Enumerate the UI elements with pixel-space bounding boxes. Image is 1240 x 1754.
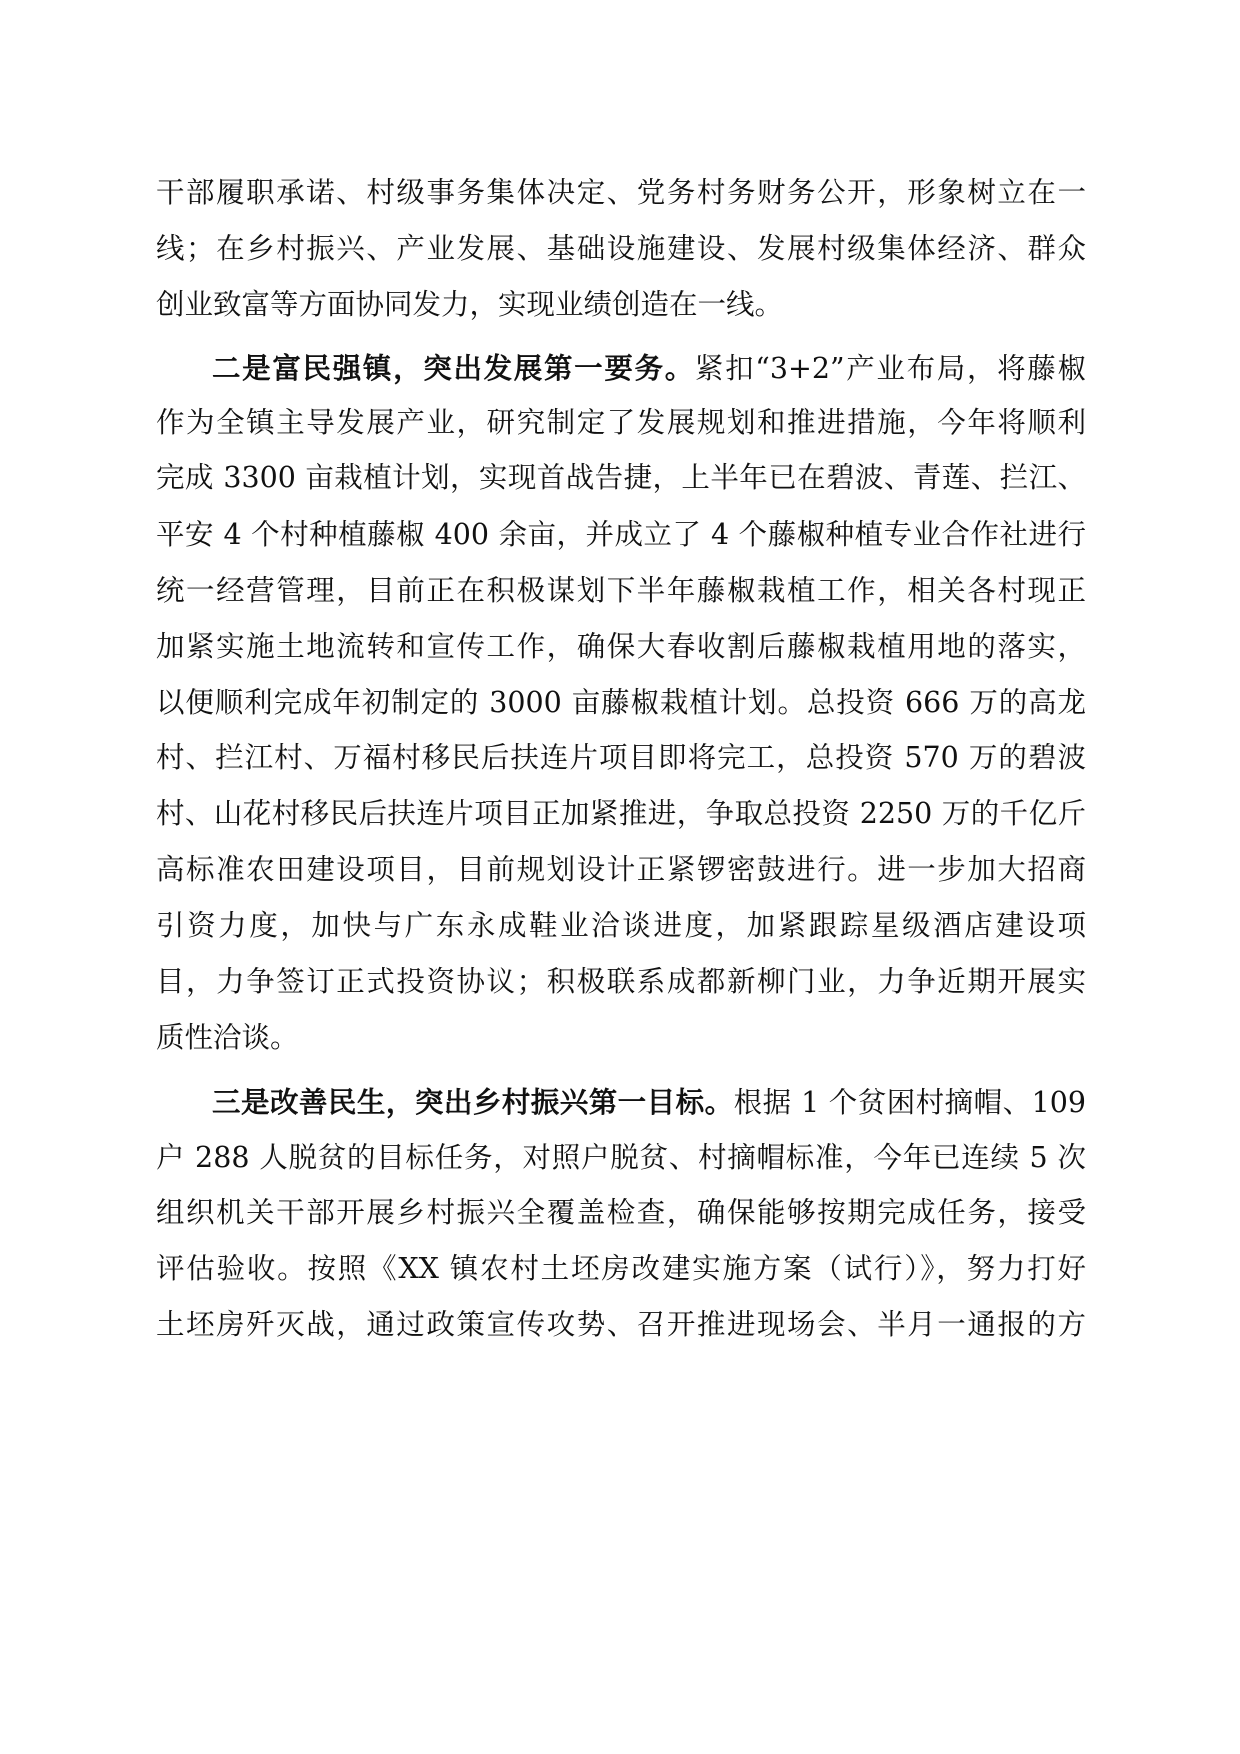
paragraph-2-line-6: 加紧实施土地流转和宣传工作，确保大春收割后藤椒栽植用地的落实， (156, 630, 1086, 663)
paragraph-2-line-7: 以便顺利完成年初制定的 3000 亩藤椒栽植计划。总投资 666 万的高龙 (156, 686, 1086, 719)
paragraph-1-line-1: 干部履职承诺、村级事务集体决定、党务村务财务公开，形象树立在一 (156, 176, 1086, 209)
paragraph-3-lead: 三是改善民生，突出乡村振兴第一目标。 (212, 1085, 734, 1119)
paragraph-2-line-3: 完成 3300 亩栽植计划，实现首战告捷，上半年已在碧波、青莲、拦江、 (156, 461, 1086, 494)
paragraph-3-first-line-text: 根据 1 个贫困村摘帽、109 (733, 1086, 1086, 1119)
paragraph-2-line-1 (212, 338, 1086, 398)
paragraph-3-line-4: 评估验收。按照《XX 镇农村土坯房改建实施方案（试行）》，努力打好 (156, 1252, 1086, 1285)
paragraph-2-line-11: 引资力度，加快与广东永成鞋业洽谈进度，加紧跟踪星级酒店建设项 (156, 909, 1086, 942)
paragraph-3-line-5: 土坯房歼灭战，通过政策宣传攻势、召开推进现场会、半月一通报的方 (156, 1308, 1086, 1341)
paragraph-3-line-1 (212, 1072, 1086, 1132)
paragraph-3-line-2: 户 288 人脱贫的目标任务，对照户脱贫、村摘帽标准，今年已连续 5 次 (156, 1141, 1086, 1174)
paragraph-2-first-line-text: 紧扣“3+2”产业布局，将藤椒 (694, 352, 1086, 385)
paragraph-2-line-9: 村、山花村移民后扶连片项目正加紧推进，争取总投资 2250 万的千亿斤 (156, 797, 1086, 830)
paragraph-2-line-2: 作为全镇主导发展产业，研究制定了发展规划和推进措施，今年将顺利 (156, 406, 1086, 439)
paragraph-1-line-2: 线；在乡村振兴、产业发展、基础设施建设、发展村级集体经济、群众 (156, 232, 1086, 265)
paragraph-2-line-13: 质性洽谈。 (156, 1021, 299, 1054)
paragraph-2-line-10: 高标准农田建设项目，目前规划设计正紧锣密鼓进行。进一步加大招商 (156, 853, 1086, 886)
paragraph-2-line-12: 目，力争签订正式投资协议；积极联系成都新柳门业，力争近期开展实 (156, 965, 1086, 998)
paragraph-2-lead: 二是富民强镇，突出发展第一要务。 (212, 351, 695, 385)
paragraph-1-line-3: 创业致富等方面协同发力，实现业绩创造在一线。 (156, 288, 784, 321)
paragraph-2-line-4: 平安 4 个村种植藤椒 400 余亩，并成立了 4 个藤椒种植专业合作社进行 (156, 518, 1086, 551)
paragraph-2-line-5: 统一经营管理，目前正在积极谋划下半年藤椒栽植工作，相关各村现正 (156, 574, 1086, 607)
paragraph-2-line-8: 村、拦江村、万福村移民后扶连片项目即将完工，总投资 570 万的碧波 (156, 741, 1086, 774)
paragraph-3-line-3: 组织机关干部开展乡村振兴全覆盖检查，确保能够按期完成任务，接受 (156, 1196, 1086, 1229)
